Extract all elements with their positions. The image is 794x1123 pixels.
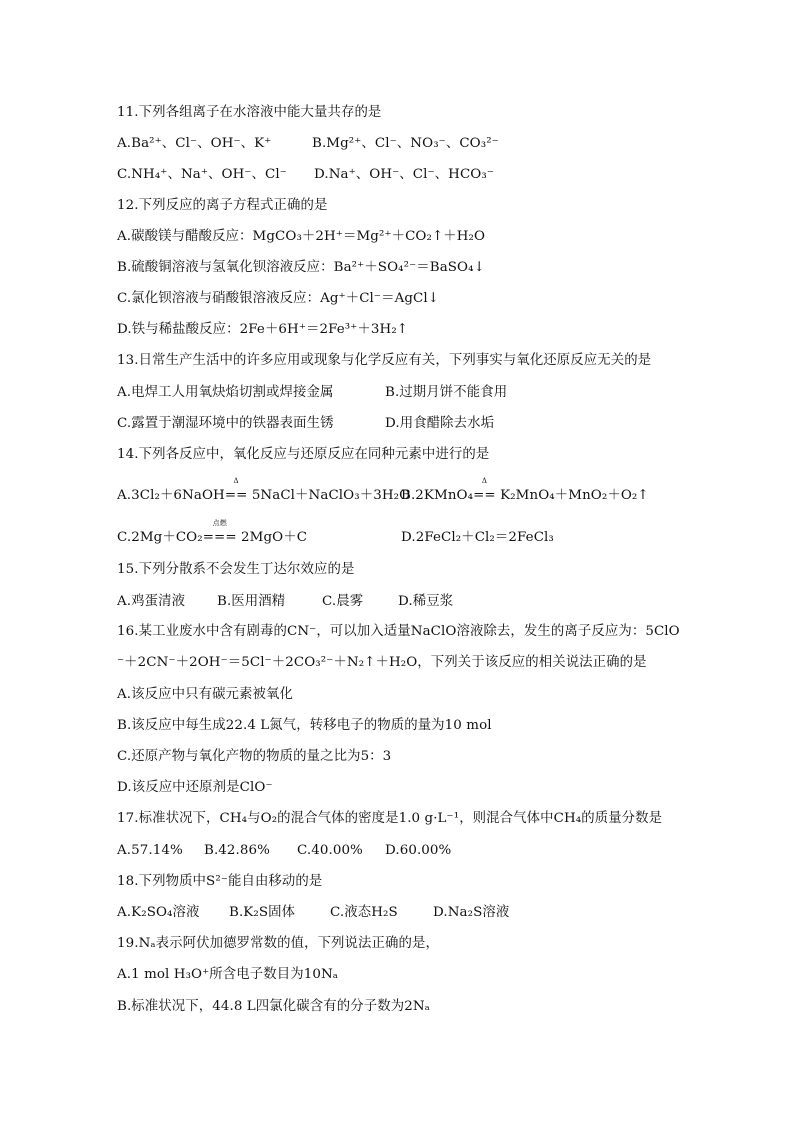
q19-option-b: B.标准状况下，44.8 L四氯化碳含有的分子数为2Nₐ [117, 999, 430, 1014]
q16-stem-line2: ⁻＋2CN⁻＋2OH⁻＝5Cl⁻＋2CO₃²⁻＋N₂↑＋H₂O，下列关于该反应的相关说法正确的是 [117, 655, 647, 670]
q11-option-c: C.NH₄⁺、Na⁺、OH⁻、Cl⁻ [117, 167, 287, 182]
q18-option-c: C.液态H₂S [330, 905, 398, 920]
q13-option-a: A.电焊工人用氧炔焰切割或焊接金属 [117, 385, 334, 400]
q15-stem: 15.下列分散系不会发生丁达尔效应的是 [117, 562, 355, 577]
q14-c-condition: 点燃 [212, 519, 227, 527]
q17-option-d: D.60.00% [385, 843, 452, 858]
q17-option-a: A.57.14% [117, 843, 183, 858]
q11-option-d: D.Na⁺、OH⁻、Cl⁻、HCO₃⁻ [314, 167, 495, 182]
q15-option-a: A.鸡蛋清液 [117, 594, 186, 609]
q19-stem: 19.Nₐ表示阿伏加德罗常数的值，下列说法正确的是， [117, 936, 439, 951]
q13-stem: 13.日常生产生活中的许多应用或现象与化学反应有关，下列事实与氧化还原反应无关的是 [117, 353, 652, 368]
q14-a-products: 5NaCl＋NaClO₃＋3H₂O [251, 488, 411, 503]
q18-option-b: B.K₂S固体 [229, 905, 296, 920]
q14-a-condition: Δ [233, 477, 239, 485]
q13-option-d: D.用食醋除去水垢 [385, 416, 495, 431]
q14-b-reactants: B.2KMnO₄ [401, 488, 474, 503]
q12-option-c: C.氯化钡溶液与硝酸银溶液反应：Ag⁺＋Cl⁻＝AgCl↓ [117, 291, 440, 306]
q14-a-arrow: Δ == [224, 477, 248, 503]
q16-option-a: A.该反应中只有碳元素被氧化 [117, 687, 294, 702]
q14-option-c [117, 519, 308, 547]
q19-option-a: A.1 mol H₃O⁺所含电子数目为10Nₐ [117, 967, 339, 982]
q14-option-a [117, 477, 411, 505]
q17-stem: 17.标准状况下，CH₄与O₂的混合气体的密度是1.0 g·L⁻¹，则混合气体中CH₄的质量分数是 [117, 811, 663, 826]
q18-stem: 18.下列物质中S²⁻能自由移动的是 [117, 874, 323, 889]
q14-b-arrow: Δ == [473, 477, 496, 503]
q14-c-reactants: C.2Mg＋CO₂ [117, 530, 203, 545]
q17-option-c: C.40.00% [297, 843, 363, 858]
q18-option-d: D.Na₂S溶液 [433, 905, 510, 920]
q15-option-d: D.稀豆浆 [398, 594, 454, 609]
q16-stem-line1: 16.某工业废水中含有剧毒的CN⁻，可以加入适量NaClO溶液除去，发生的离子反应为：5ClO [117, 624, 680, 639]
q14-option-d: D.2FeCl₂＋Cl₂＝2FeCl₃ [401, 530, 554, 545]
q13-option-c: C.露置于潮湿环境中的铁器表面生锈 [117, 416, 334, 431]
q16-option-b: B.该反应中每生成22.4 L氮气，转移电子的物质的量为10 mol [117, 718, 492, 733]
q12-option-a: A.碳酸镁与醋酸反应：MgCO₃＋2H⁺＝Mg²⁺＋CO₂↑＋H₂O [117, 229, 486, 244]
q11-option-b: B.Mg²⁺、Cl⁻、NO₃⁻、CO₃²⁻ [312, 136, 499, 151]
q15-option-b: B.医用酒精 [217, 594, 286, 609]
q12-stem: 12.下列反应的离子方程式正确的是 [117, 198, 328, 213]
q14-a-reactants: A.3Cl₂＋6NaOH [117, 488, 225, 503]
q18-option-a: A.K₂SO₄溶液 [117, 905, 200, 920]
q12-option-b: B.硫酸铜溶液与氢氧化钡溶液反应：Ba²⁺＋SO₄²⁻＝BaSO₄↓ [117, 260, 485, 275]
q14-b-condition: Δ [481, 477, 487, 485]
q11-option-a: A.Ba²⁺、Cl⁻、OH⁻、K⁺ [117, 136, 272, 151]
q12-option-d: D.铁与稀盐酸反应：2Fe＋6H⁺＝2Fe³⁺＋3H₂↑ [117, 322, 409, 337]
q11-stem: 11.下列各组离子在水溶液中能大量共存的是 [117, 105, 382, 120]
q17-option-b: B.42.86% [204, 843, 270, 858]
q14-stem: 14.下列各反应中，氧化反应与还原反应在同种元素中进行的是 [117, 447, 490, 462]
q14-c-products: 2MgO＋C [241, 530, 308, 545]
q14-b-products: K₂MnO₄＋MnO₂＋O₂↑ [500, 488, 649, 503]
q15-option-c: C.晨雾 [322, 594, 364, 609]
q16-option-d: D.该反应中还原剂是ClO⁻ [117, 780, 273, 795]
q16-option-c: C.还原产物与氧化产物的物质的量之比为5：3 [117, 749, 392, 764]
q14-c-arrow: 点燃 === [202, 519, 237, 545]
q13-option-b: B.过期月饼不能食用 [385, 385, 508, 400]
q14-option-b [401, 477, 649, 505]
